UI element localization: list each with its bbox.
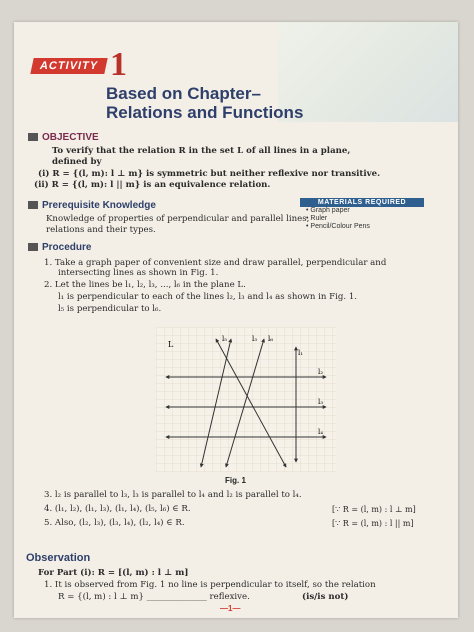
fig-label: l₅ [222,335,228,343]
observation-line-1: 1. It is observed from Fig. 1 no line is perpendicular to itself, so the relation [44,580,376,590]
step-4: 4. (l₁, l₂), (l₁, l₃), (l₁, l₄), (l₅, l₆) ∈ R. [44,504,191,514]
fig-label: l₆ [268,335,274,343]
step-3: 3. l₂ is parallel to l₃, l₃ is parallel to l₄ and l₂ is parallel to l₄. [44,490,302,500]
procedure-step-2c: l₅ is perpendicular to l₆. [58,304,162,314]
materials-box [300,198,424,231]
bullet-square-icon [28,243,38,251]
activity-number: 1 [110,46,127,83]
lines-diagram [156,327,336,472]
prereq-line-2: relations and their types. [46,225,156,235]
title-line-2: Relations and Functions [106,103,304,122]
fig-label: l₂ [318,368,324,376]
objective-item-2: (ii) R = {(l, m): l || m} is an equivalence relation. [34,180,271,190]
procedure-heading: Procedure [28,242,91,253]
observation-heading: Observation [26,552,91,564]
page-number: —1— [220,604,241,613]
prereq-heading: Prerequisite Knowledge [28,200,156,211]
activity-badge: ACTIVITY [30,58,108,74]
figure-1 [156,327,336,472]
materials-heading: MATERIALS REQUIRED [300,198,424,207]
material-item: • Pencil/Colour Pens [306,223,370,230]
step-4-reason: [∵ R = (l, m) : l ⊥ m] [332,505,416,514]
objective-item-1: (i) R = {(l, m): l ⊥ m} is symmetric but neither reflexive nor transitive. [38,169,381,179]
step-5: 5. Also, (l₂, l₃), (l₃, l₄), (l₂, l₄) ∈ R. [44,518,185,528]
title-line-1: Based on Chapter– [106,84,261,103]
procedure-step-2b: l₁ is perpendicular to each of the lines l₂, l₃ and l₄ as shown in Fig. 1. [58,292,358,302]
fig-label: l₄ [318,428,324,436]
observation-line-2a: R = {(l, m) : l ⊥ m} ______________ reflexive. [58,592,250,602]
observation-line-2b: (is/is not) [302,592,349,602]
fig-label: L [168,340,174,349]
fig-label: l₁ [298,349,304,357]
material-item: • Graph paper [306,207,350,214]
objective-heading: OBJECTIVE [28,132,99,143]
material-item: • Ruler [306,215,328,222]
fig-label: l₃ [318,398,324,406]
header-decoration [278,22,458,122]
procedure-step-1b: intersecting lines as shown in Fig. 1. [58,268,219,278]
objective-line-1: To verify that the relation R in the set L of all lines in a plane, [52,146,351,156]
step-5-reason: [∵ R = (l, m) : l || m] [332,519,414,528]
objective-line-2: defined by [52,157,102,167]
procedure-step-2a: 2. Let the lines be l₁, l₂, l₃, ..., l₆ in the plane L. [44,280,246,290]
figure-caption: Fig. 1 [225,476,246,485]
page-title [106,84,303,122]
document-page [14,22,458,618]
bullet-square-icon [28,201,38,209]
prereq-line-1: Knowledge of properties of perpendicular and parallel lines, [46,214,310,224]
bullet-square-icon [28,133,38,141]
observation-part: For Part (i): R = [(l, m) : l ⊥ m] [38,568,189,578]
fig-label: l₃ [252,335,258,343]
procedure-step-1a: 1. Take a graph paper of convenient size and draw parallel, perpendicular and [44,258,387,268]
